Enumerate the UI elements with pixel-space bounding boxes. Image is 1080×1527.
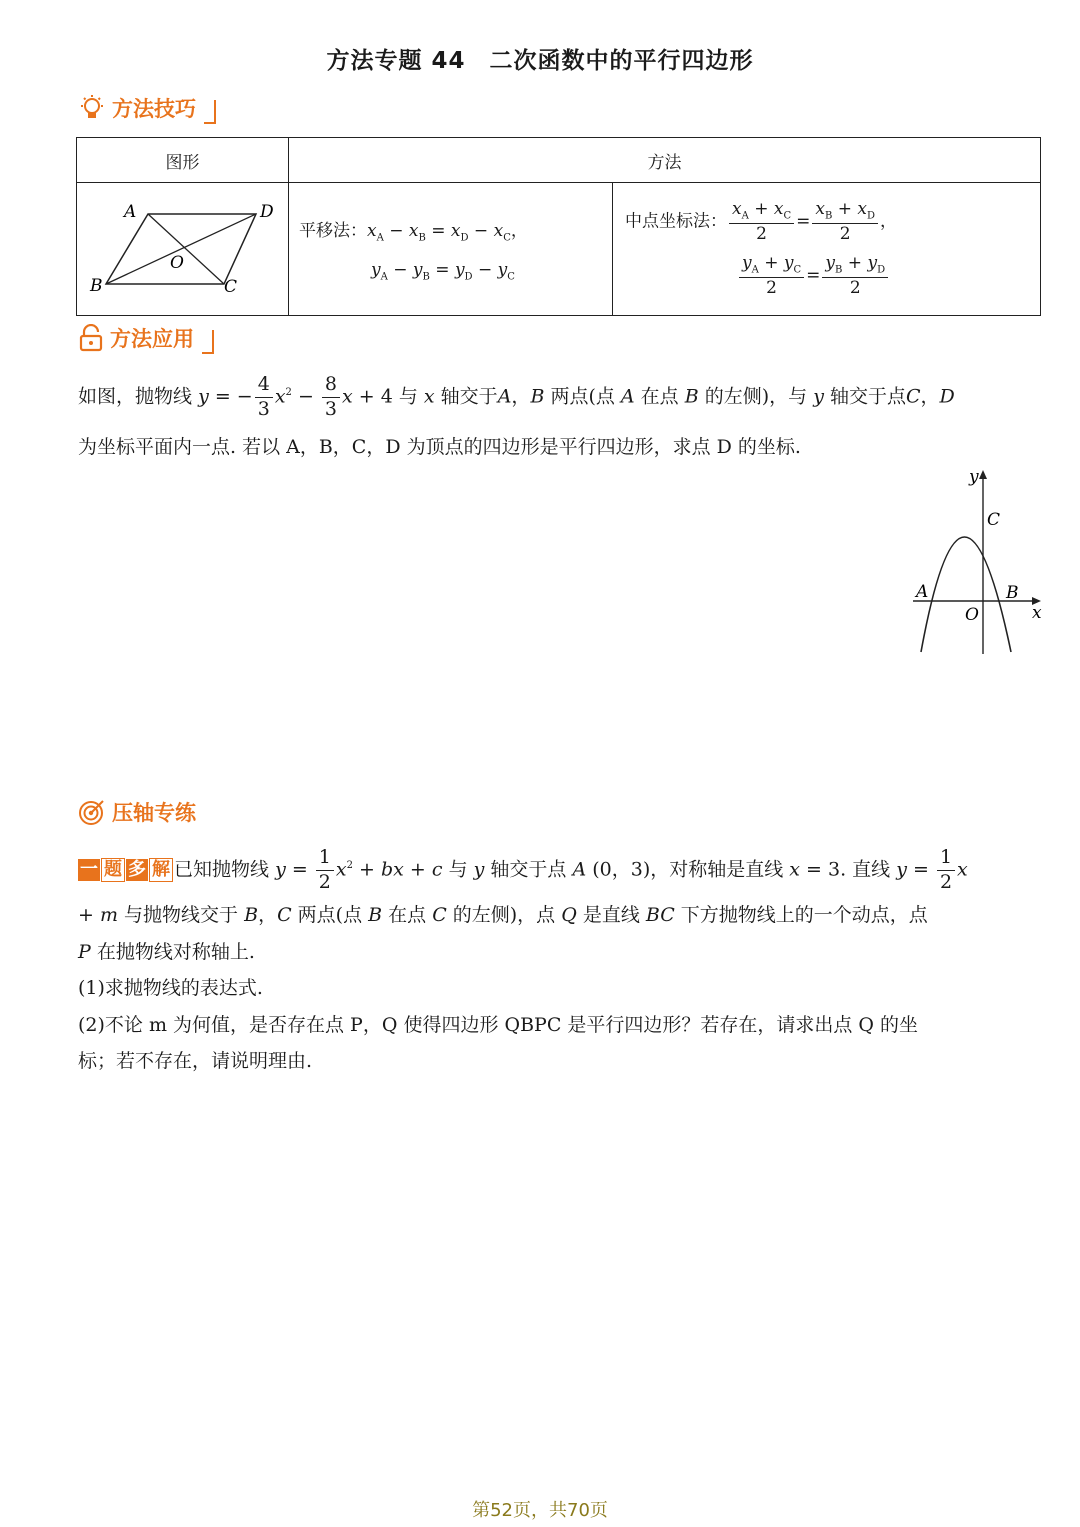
problem1-line2: 为坐标平面内一点. 若以 A，B，C，D 为顶点的四边形是平行四边形，求点 D 的坐标. [78,435,801,458]
translation-method-cell: 平移法：$x_A - x_B = x_D - x_C$， $y_A - y_B = y_D - y_C$ [289,183,613,316]
figure-label-d: D [260,202,274,222]
graph-label-x: x [1032,603,1042,623]
problem1-suffix: 与 [398,385,418,408]
problem2-prefix: 已知抛物线 [174,858,270,881]
graph-label-o: O [965,605,979,625]
translation-label: 平移法： [299,221,367,242]
tag-jie: 解 [149,858,173,882]
figure-label-o: O [170,253,184,273]
figure-label-c: C [224,277,238,297]
tag-ti: 题 [101,858,125,882]
method-table [76,137,1041,316]
graph-label-y: y [969,467,979,487]
parabola-graph [895,462,1050,662]
figure-label-a: A [124,202,137,222]
unlock-icon [78,324,104,352]
table-header-figure: 图形 [77,138,289,183]
tag-duo: 多 [128,859,146,881]
section-practice-header [78,797,196,827]
problem1-prefix: 如图，抛物线 [78,385,193,408]
page-title: 方法专题 44 二次函数中的平行四边形 [326,48,754,74]
section-application-header [78,322,214,354]
parallelogram-diagram [78,184,287,309]
section-practice-label: 压轴专练 [112,801,196,825]
figure-label-b: B [90,276,103,296]
table-header-method: 方法 [289,138,1041,183]
problem-2: 一 题 多 解 已知抛物线 y = $\frac{1}{2}$ $x^2$ + bx + c 与 y 轴交于点 A (0，3)，对称轴是直线 x = 3. 直线 y = $\frac{1}{2}$ x + m 与抛物线交于 B，C 两点(点 B 在点 C 的左侧)，点 Q 是直线 BC 下方抛物线上的一个动点，点 P 在抛物线对称轴上. (1)求抛物线的表达式. (2)不论 m 为何值，是否存在点 P，Q 使得四边形 QBPC 是平行四边形？若存在，请求出点 Q 的坐 标；若不存在，请说明理由. [78,842,1043,1079]
lightbulb-icon [78,94,106,122]
tag-yi: 一 [80,859,98,881]
problem2-part2a: (2)不论 m 为何值，是否存在点 P，Q 使得四边形 QBPC 是平行四边形？若存在，请求出点 Q 的坐 [78,1013,919,1036]
graph-label-a: A [916,582,929,602]
graph-label-c: C [987,510,1001,530]
problem-1: 如图，抛物线 y = − $\frac{4}{3}$ $x^2$ − $\frac{8}{3}$ x + 4 与 x 轴交于A，B 两点(点 A 在点 B 的左侧)，与 y 轴交于点C，D 为坐标平面内一点. 若以 A，B，C，D 为顶点的四边形是平行四边形，求点 D 的坐标. [78,368,1043,472]
parallelogram-figure-cell [77,183,289,316]
section-skills-label: 方法技巧 [112,97,196,121]
graph-label-b: B [1006,583,1019,603]
page-footer: 第52页，共70页 [472,1500,608,1521]
target-icon [78,798,106,826]
midpoint-method-cell: 中点坐标法： $\frac{x_A + x_C}{2}$ = $\frac{x_B + x_D}{2}$ ， $\frac{y_A + y_C}{2}$ = $\frac{y_B + y_D}{2}$ [613,183,1041,316]
problem2-part2b: 标；若不存在，请说明理由. [78,1049,313,1072]
midpoint-label: 中点坐标法： [625,211,727,232]
section-application-label: 方法应用 [110,327,194,351]
section-skills-header [78,92,216,124]
problem2-part1: (1)求抛物线的表达式. [78,976,263,999]
